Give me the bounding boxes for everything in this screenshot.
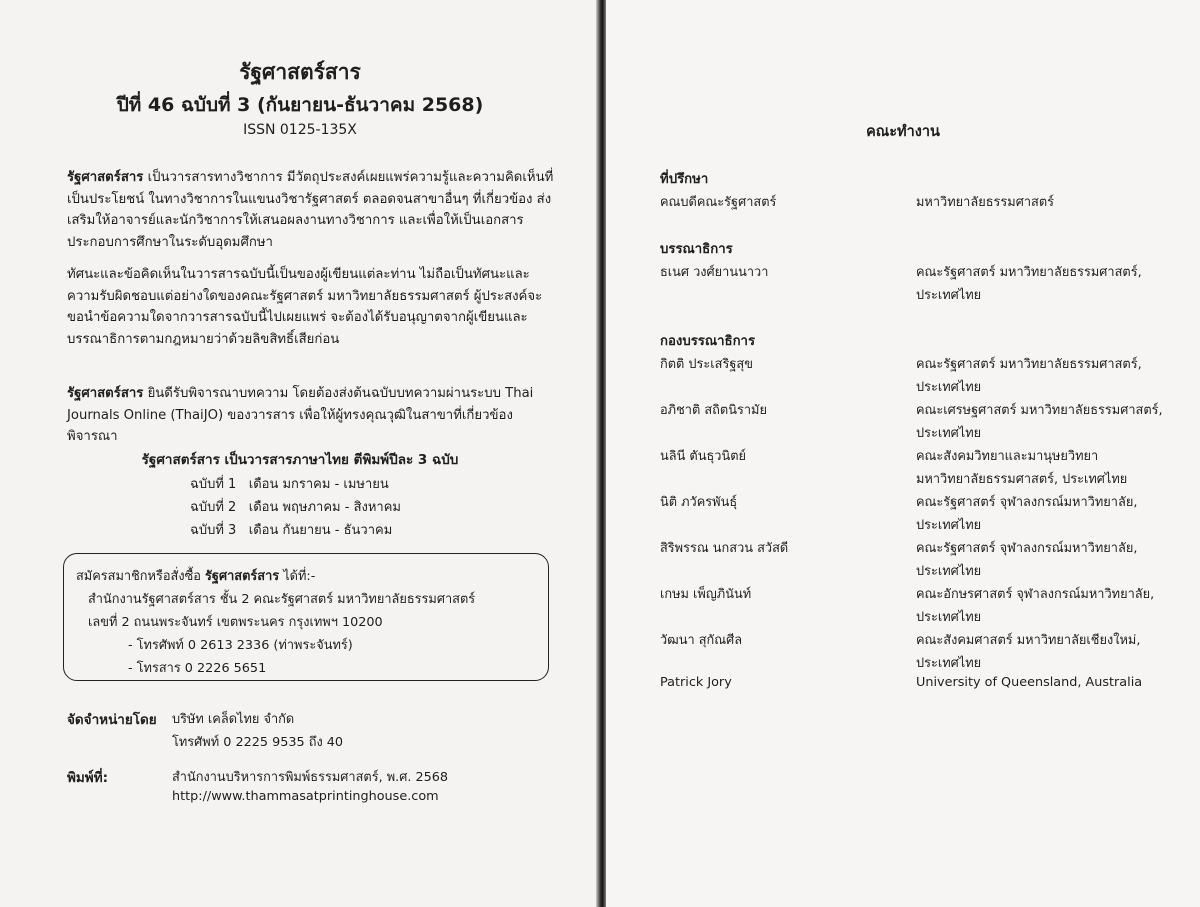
- subscription-fax: - โทรสาร 0 2226 5651: [128, 661, 267, 676]
- board-member-affiliation-2: ประเทศไทย: [916, 518, 982, 533]
- subscription-journal-name: รัฐศาสตร์สาร: [205, 569, 280, 584]
- disclaimer-paragraph: ทัศนะและข้อคิดเห็นในวารสารฉบับนี้เป็นของผู้เขียนแต่ละท่าน ไม่ถือเป็นทัศนะและความรับผิดชอบแต่อย่างใดของคณะรัฐศาสตร์ มหาวิทยาลัยธรรมศาสตร์ ผู้ประสงค์จะขอนำข้อความใดจากวารสารฉบับนี้ไปเผยแพร่ จะต้องได้รับอนุญาตจากผู้เขียนและบรรณาธิการตามกฎหมายว่าด้วยลิขสิทธิ์เสียก่อน: [67, 267, 543, 347]
- issue-title: ปีที่ 46 ฉบับที่ 3 (กันยายน-ธันวาคม 2568): [116, 94, 484, 116]
- about-paragraph: [67, 167, 557, 253]
- subscription-intro-text: สมัครสมาชิกหรือสั่งซื้อ: [76, 569, 206, 584]
- board-member-affiliation-2: ประเทศไทย: [916, 380, 982, 395]
- distributor-label: จัดจำหน่ายโดย: [67, 712, 157, 728]
- issn: ISSN 0125-135X: [243, 122, 357, 138]
- board-member-name: เกษม เพ็ญภินันท์: [660, 587, 752, 602]
- distributor-name: บริษัท เคล็ดไทย จำกัด: [172, 712, 295, 727]
- subscription-office: สำนักงานรัฐศาสตร์สาร ชั้น 2 คณะรัฐศาสตร์ มหาวิทยาลัยธรรมศาสตร์: [88, 592, 476, 607]
- issue-number: ฉบับที่ 3: [190, 523, 237, 538]
- board-member-affiliation: คณะรัฐศาสตร์ จุฬาลงกรณ์มหาวิทยาลัย,: [916, 541, 1138, 556]
- issue-schedule-2: [190, 496, 401, 517]
- board-member-name: สิริพรรณ นกสวน สวัสดี: [660, 541, 789, 556]
- board-member-name: วัฒนา สุกัณศีล: [660, 633, 743, 648]
- issue-number: ฉบับที่ 1: [190, 477, 237, 492]
- editor-name: ธเนศ วงศ์ยานนาวา: [660, 265, 769, 280]
- issue-number: ฉบับที่ 2: [190, 500, 237, 515]
- board-member-affiliation: คณะสังคมวิทยาและมานุษยวิทยา: [916, 449, 1099, 464]
- printer-name: สำนักงานบริหารการพิมพ์ธรรมศาสตร์, พ.ศ. 2568: [172, 770, 449, 785]
- about-text: เป็นวารสารทางวิชาการ มีวัตถุประสงค์เผยแพร่ความรู้และความคิดเห็นที่เป็นประโยชน์ ในทางวิชาการในแขนงวิชารัฐศาสตร์ ตลอดจนสาขาอื่นๆ ที่เกี่ยวข้อง ส่งเสริมให้อาจารย์และนักวิชาการให้เสนอผลงานทางวิชาการ และเพื่อให้เป็นเอกสารประกอบการศึกษาในระดับอุดมศึกษา: [67, 170, 554, 250]
- distributor-phone: โทรศัพท์ 0 2225 9535 ถึง 40: [172, 735, 344, 750]
- editor-heading: บรรณาธิการ: [660, 242, 733, 257]
- editor-country: ประเทศไทย: [916, 288, 982, 303]
- board-member-name: Patrick Jory: [660, 675, 732, 690]
- board-member-affiliation-2: ประเทศไทย: [916, 656, 982, 671]
- advisor-name: คณบดีคณะรัฐศาสตร์: [660, 195, 777, 210]
- submission-journal-name: รัฐศาสตร์สาร: [67, 386, 144, 401]
- submission-paragraph: [67, 383, 557, 448]
- printer-label: พิมพ์ที่:: [67, 770, 108, 786]
- committee-title: คณะทำงาน: [866, 124, 940, 140]
- issue-months: เดือน มกราคม - เมษายน: [248, 477, 389, 492]
- subscription-phone: - โทรศัพท์ 0 2613 2336 (ท่าพระจันทร์): [128, 638, 353, 653]
- subscription-address: เลขที่ 2 ถนนพระจันทร์ เขตพระนคร กรุงเทพฯ 10200: [88, 615, 383, 630]
- board-member-name: อภิชาติ สถิตนิรามัย: [660, 403, 767, 418]
- board-member-name: กิตติ ประเสริฐสุข: [660, 357, 753, 372]
- issue-months: เดือน พฤษภาคม - สิงหาคม: [248, 500, 401, 515]
- about-journal-name: รัฐศาสตร์สาร: [67, 170, 144, 185]
- issue-schedule-3: [190, 519, 392, 540]
- board-member-affiliation: คณะรัฐศาสตร์ จุฬาลงกรณ์มหาวิทยาลัย,: [916, 495, 1138, 510]
- board-member-affiliation: คณะรัฐศาสตร์ มหาวิทยาลัยธรรมศาสตร์,: [916, 357, 1142, 372]
- printer-website[interactable]: http://www.thammasatprintinghouse.com: [172, 789, 439, 804]
- board-member-affiliation: คณะสังคมศาสตร์ มหาวิทยาลัยเชียงใหม่,: [916, 633, 1141, 648]
- board-member-affiliation: คณะเศรษฐศาสตร์ มหาวิทยาลัยธรรมศาสตร์,: [916, 403, 1163, 418]
- subscription-intro-end: ได้ที่:-: [279, 569, 316, 584]
- subscription-intro: [76, 565, 315, 586]
- board-member-affiliation: คณะอักษรศาสตร์ จุฬาลงกรณ์มหาวิทยาลัย,: [916, 587, 1155, 602]
- board-member-affiliation-2: ประเทศไทย: [916, 564, 982, 579]
- issue-schedule-1: [190, 473, 389, 494]
- board-member-affiliation-2: มหาวิทยาลัยธรรมศาสตร์, ประเทศไทย: [916, 472, 1128, 487]
- advisor-affiliation: มหาวิทยาลัยธรรมศาสตร์: [916, 195, 1054, 210]
- board-heading: กองบรรณาธิการ: [660, 334, 756, 349]
- issue-months: เดือน กันยายน - ธันวาคม: [248, 523, 393, 538]
- editor-affiliation: คณะรัฐศาสตร์ มหาวิทยาลัยธรรมศาสตร์,: [916, 265, 1142, 280]
- board-member-affiliation: University of Queensland, Australia: [916, 675, 1143, 690]
- board-member-name: นลินี ตันธุวนิตย์: [660, 449, 747, 464]
- journal-title: รัฐศาสตร์สาร: [239, 60, 361, 84]
- board-member-affiliation-2: ประเทศไทย: [916, 426, 982, 441]
- submission-text: ยินดีรับพิจารณาบทความ โดยต้องส่งต้นฉบับบทความผ่านระบบ Thai Journals Online (ThaiJO) ของวารสาร เพื่อให้ผู้ทรงคุณวุฒิในสาขาที่เกี่ยวข้องพิจารณา: [67, 386, 534, 444]
- board-member-affiliation-2: ประเทศไทย: [916, 610, 982, 625]
- frequency-title: รัฐศาสตร์สาร เป็นวารสารภาษาไทย ตีพิมพ์ปีละ 3 ฉบับ: [141, 452, 459, 468]
- advisor-heading: ที่ปรึกษา: [660, 172, 709, 187]
- board-member-name: นิติ ภวัครพันธุ์: [660, 495, 738, 510]
